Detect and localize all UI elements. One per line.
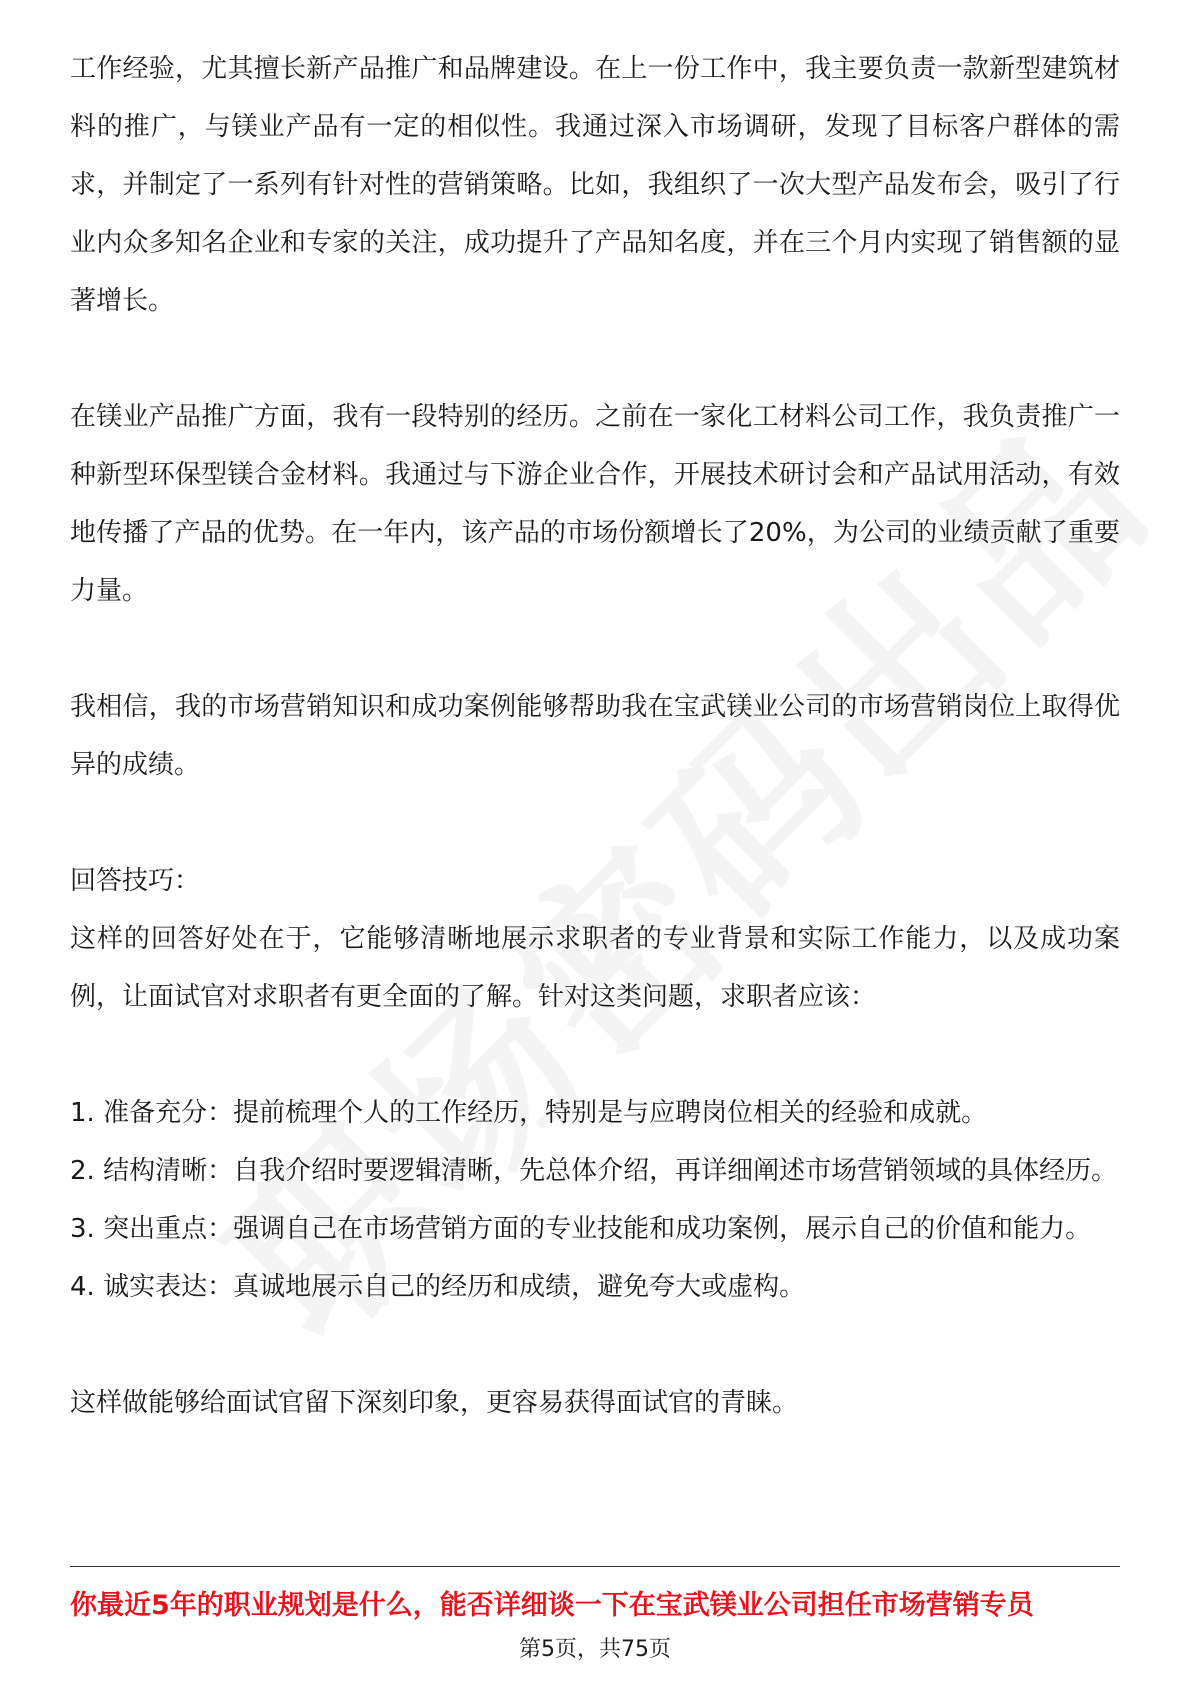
paragraph-closing: 这样做能够给面试官留下深刻印象，更容易获得面试官的青睐。 [70,1388,799,1418]
tips-heading: 回答技巧： [70,866,201,896]
paragraph-magnesium-experience: 在镁业产品推广方面，我有一段特别的经历。之前在一家化工材料公司工作，我负责推广一种新型环保型镁合金材料。我通过与下游企业合作，开展技术研讨会和产品试用活动，有效地传播了产品的优势。在一年内，该产品的市场份额增长了20%，为公司的业绩贡献了重要力量。 [70,402,1120,606]
tips-list-item: 3. 突出重点：强调自己在市场营销方面的专业技能和成功案例，展示自己的价值和能力。 [70,1214,1092,1244]
paragraph-gap [70,330,1120,388]
paragraph-work-experience: 工作经验，尤其擅长新产品推广和品牌建设。在上一份工作中，我主要负责一款新型建筑材料的推广，与镁业产品有一定的相似性。我通过深入市场调研，发现了目标客户群体的需求，并制定了一系列有针对性的营销策略。比如，我组织了一次大型产品发布会，吸引了行业内众多知名企业和专家的关注，成功提升了产品知名度，并在三个月内实现了销售额的显著增长。 [70,54,1120,316]
paragraph-gap [70,1026,1120,1084]
paragraph-gap [70,794,1120,852]
page-number: 第5页，共75页 [519,1637,671,1662]
paragraph-gap [70,1316,1120,1374]
tips-list-item: 1. 准备充分：提前梳理个人的工作经历，特别是与应聘岗位相关的经验和成就。 [70,1098,988,1128]
footer-divider [70,1566,1120,1567]
paragraph-conclusion: 我相信，我的市场营销知识和成功案例能够帮助我在宝武镁业公司的市场营销岗位上取得优异的成绩。 [70,692,1120,780]
document-body [70,40,1120,1432]
paragraph-gap [70,620,1120,678]
tips-list-item: 4. 诚实表达：真诚地展示自己的经历和成绩，避免夸大或虚构。 [70,1272,806,1302]
tips-list-item: 2. 结构清晰：自我介绍时要逻辑清晰，先总体介绍，再详细阐述市场营销领域的具体经历。 [70,1156,1118,1186]
tips-intro: 这样的回答好处在于，它能够清晰地展示求职者的专业背景和实际工作能力，以及成功案例，让面试官对求职者有更全面的了解。针对这类问题，求职者应该： [70,924,1120,1012]
next-question-title: 你最近5年的职业规划是什么，能否详细谈一下在宝武镁业公司担任市场营销专员 [70,1590,1034,1621]
